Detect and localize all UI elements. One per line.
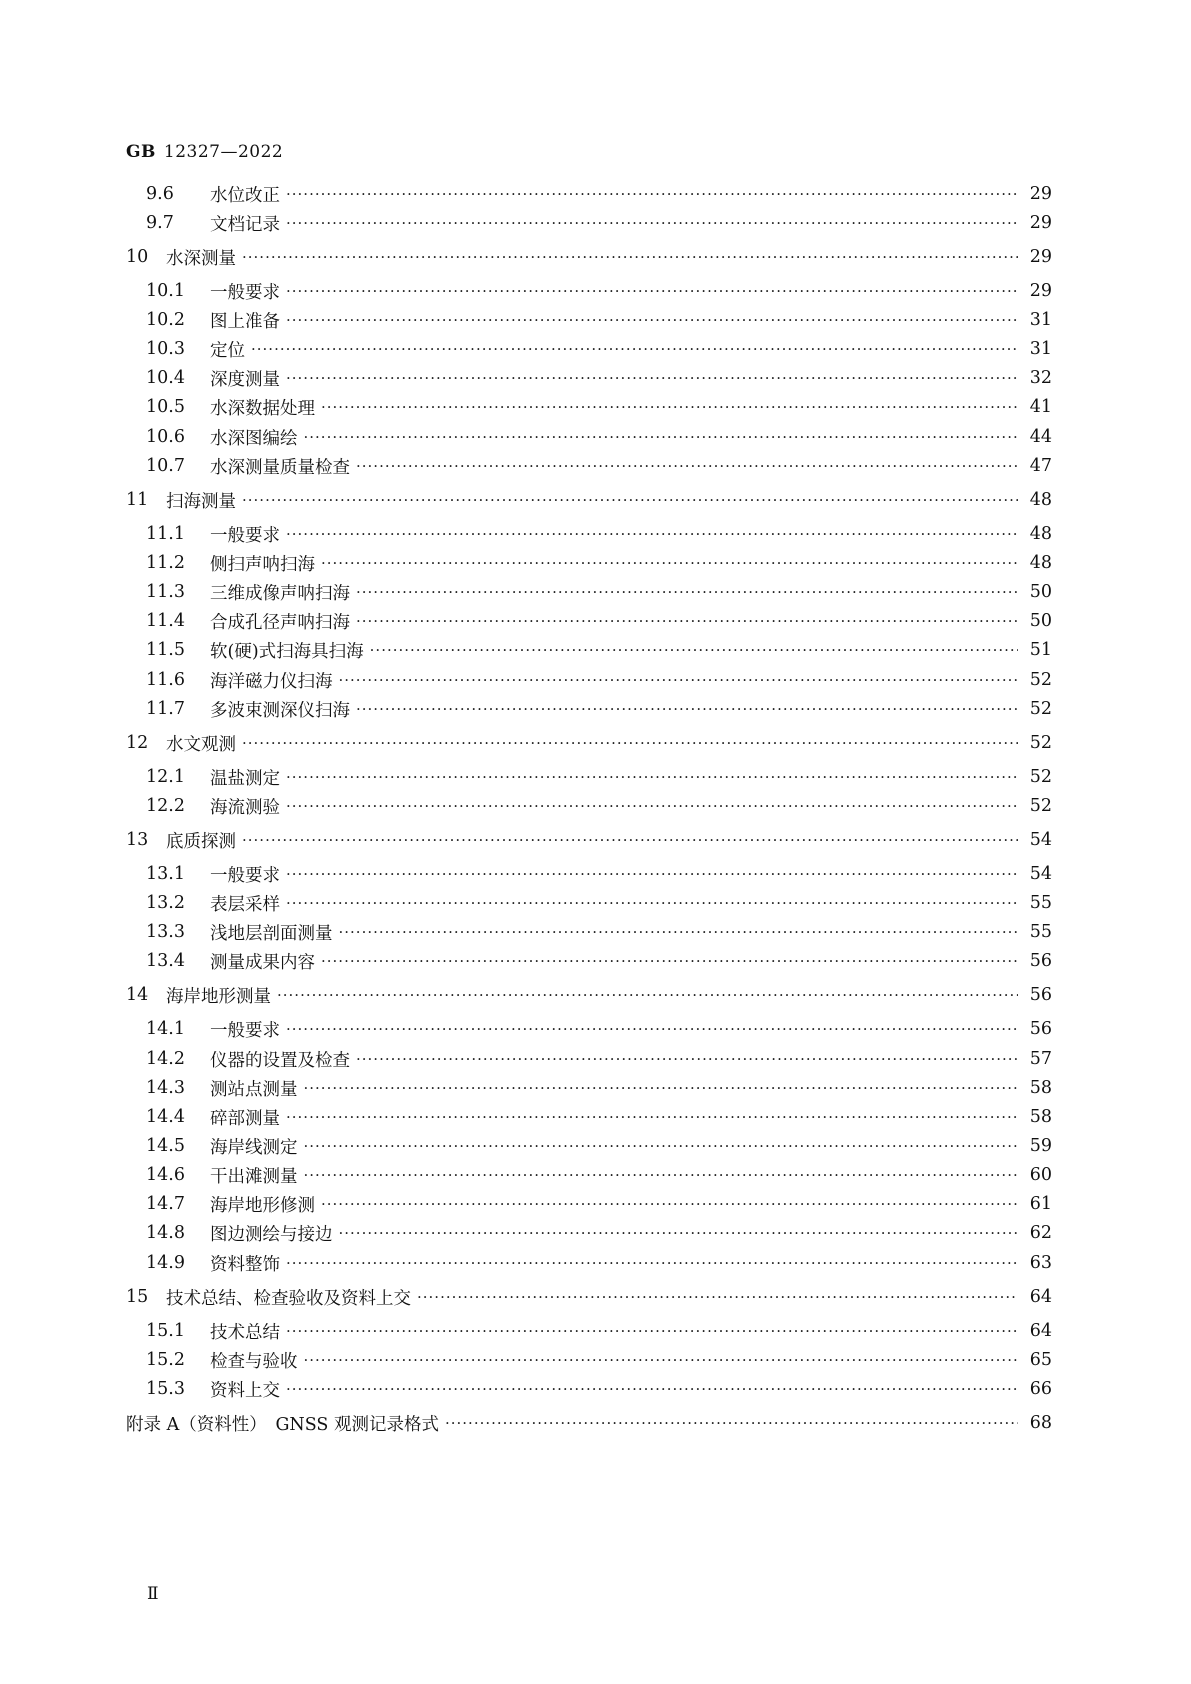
- toc-entry[interactable]: [126, 667, 1052, 693]
- toc-entry-title: 一般要求: [210, 282, 280, 303]
- toc-entry-number: 13.4: [146, 951, 185, 971]
- toc-entry[interactable]: [126, 550, 1052, 576]
- page-number: Ⅱ: [147, 1584, 159, 1604]
- toc-entry-title: 水位改正: [210, 185, 280, 206]
- toc-leader-dots: [286, 865, 1018, 883]
- toc-entry-number: 10.5: [146, 397, 185, 417]
- toc-entry-number: 14.9: [146, 1253, 185, 1273]
- toc-entry-number: 11.6: [146, 670, 185, 690]
- toc-entry-page: 66: [1029, 1379, 1052, 1399]
- toc-entry-title: 表层采样: [210, 894, 280, 915]
- toc-leader-dots: [304, 1137, 1019, 1155]
- toc-entry-title: 技术总结: [210, 1322, 280, 1343]
- toc-entry[interactable]: [126, 890, 1052, 916]
- toc-entry-number: 15.2: [146, 1350, 185, 1370]
- toc-entry-page: 63: [1029, 1253, 1052, 1273]
- toc-entry-page: 29: [1029, 281, 1052, 301]
- toc-leader-dots: [304, 1166, 1019, 1184]
- toc-entry-page: 62: [1029, 1223, 1052, 1243]
- toc-entry-number: 14: [126, 985, 149, 1005]
- toc-entry[interactable]: [126, 1191, 1052, 1217]
- toc-entry[interactable]: [126, 1075, 1052, 1101]
- toc-entry-title: 水文观测: [166, 734, 236, 755]
- toc-leader-dots: [417, 1288, 1018, 1306]
- toc-entry-title: 一般要求: [210, 865, 280, 886]
- toc-entry-title: 底质探测: [166, 831, 236, 852]
- toc-entry-title: 侧扫声呐扫海: [210, 554, 315, 575]
- toc-entry-title: 海岸地形测量: [166, 986, 271, 1007]
- toc-leader-dots: [286, 894, 1018, 912]
- toc-entry[interactable]: [126, 696, 1052, 722]
- toc-entry[interactable]: [126, 244, 1052, 270]
- toc-entry[interactable]: [126, 1410, 1052, 1436]
- toc-entry[interactable]: [126, 307, 1052, 333]
- toc-entry-page: 55: [1029, 922, 1052, 942]
- toc-entry-page: 59: [1029, 1136, 1052, 1156]
- toc-entry-title: 技术总结、检查验收及资料上交: [166, 1288, 411, 1309]
- toc-entry-title: 仪器的设置及检查: [210, 1050, 350, 1071]
- toc-entry-number: 11.1: [146, 524, 185, 544]
- toc-leader-dots: [242, 831, 1018, 849]
- toc-entry-number: 14.8: [146, 1223, 185, 1243]
- toc-leader-dots: [242, 248, 1018, 266]
- toc-entry-number: 11.7: [146, 699, 185, 719]
- toc-entry-title: 合成孔径声呐扫海: [210, 612, 350, 633]
- toc-entry-number: 14.6: [146, 1165, 185, 1185]
- toc-entry[interactable]: [126, 453, 1052, 479]
- toc-entry-title: 多波束测深仪扫海: [210, 700, 350, 721]
- toc-leader-dots: [286, 1020, 1018, 1038]
- toc-leader-dots: [251, 340, 1018, 358]
- toc-entry[interactable]: [126, 181, 1052, 207]
- toc-entry-page: 31: [1029, 310, 1052, 330]
- toc-entry[interactable]: [126, 487, 1052, 513]
- toc-entry[interactable]: [126, 521, 1052, 547]
- toc-entry[interactable]: [126, 919, 1052, 945]
- toc-entry-page: 56: [1029, 1019, 1052, 1039]
- toc-entry[interactable]: [126, 764, 1052, 790]
- toc-entry-page: 68: [1029, 1413, 1052, 1433]
- toc-entry-title: 海岸地形修测: [210, 1195, 315, 1216]
- toc-entry[interactable]: [126, 1347, 1052, 1373]
- toc-entry-page: 61: [1029, 1194, 1052, 1214]
- toc-entry-page: 48: [1029, 490, 1052, 510]
- toc-leader-dots: [321, 398, 1018, 416]
- toc-entry-page: 56: [1029, 951, 1052, 971]
- toc-entry-title: 水深数据处理: [210, 398, 315, 419]
- toc-entry-page: 54: [1029, 864, 1052, 884]
- toc-leader-dots: [286, 1322, 1018, 1340]
- toc-entry[interactable]: [126, 1162, 1052, 1188]
- toc-entry-number: 13.2: [146, 893, 185, 913]
- standard-code: GB: [126, 142, 156, 162]
- toc-entry-title: 海洋磁力仪扫海: [210, 671, 333, 692]
- toc-entry[interactable]: [126, 336, 1052, 362]
- toc-entry-page: 57: [1029, 1049, 1052, 1069]
- toc-entry[interactable]: [126, 827, 1052, 853]
- toc-entry-page: 32: [1029, 368, 1052, 388]
- toc-entry[interactable]: [126, 1250, 1052, 1276]
- toc-leader-dots: [370, 641, 1018, 659]
- toc-entry-number: 14.3: [146, 1078, 185, 1098]
- toc-entry[interactable]: [126, 1016, 1052, 1042]
- toc-entry-number: 11.2: [146, 553, 185, 573]
- toc-entry[interactable]: [126, 1220, 1052, 1246]
- toc-leader-dots: [321, 952, 1018, 970]
- toc-entry-title: 浅地层剖面测量: [210, 923, 333, 944]
- toc-entry-page: 29: [1029, 184, 1052, 204]
- toc-entry-number: 14.1: [146, 1019, 185, 1039]
- toc-entry[interactable]: [126, 637, 1052, 663]
- toc-entry-number: 15.3: [146, 1379, 185, 1399]
- toc-leader-dots: [356, 583, 1018, 601]
- toc-entry-page: 54: [1029, 830, 1052, 850]
- toc-entry-page: 31: [1029, 339, 1052, 359]
- toc-leader-dots: [339, 671, 1019, 689]
- toc-entry-title: 海岸线测定: [210, 1137, 298, 1158]
- toc-entry[interactable]: [126, 1046, 1052, 1072]
- toc-entry[interactable]: [126, 730, 1052, 756]
- toc-entry-page: 50: [1029, 611, 1052, 631]
- toc-entry[interactable]: [126, 424, 1052, 450]
- toc-entry[interactable]: [126, 365, 1052, 391]
- toc-entry[interactable]: [126, 1104, 1052, 1130]
- toc-entry-number: 12.1: [146, 767, 185, 787]
- toc-leader-dots: [445, 1414, 1018, 1432]
- toc-entry-page: 41: [1029, 397, 1052, 417]
- toc-entry-number: 14.2: [146, 1049, 185, 1069]
- toc-entry-title: 图上准备: [210, 311, 280, 332]
- toc-entry[interactable]: [126, 608, 1052, 634]
- toc-leader-dots: [304, 428, 1019, 446]
- toc-leader-dots: [356, 1050, 1018, 1068]
- toc-entry-number: 13.3: [146, 922, 185, 942]
- toc-entry-number: 9.6: [146, 184, 174, 204]
- toc-leader-dots: [304, 1079, 1019, 1097]
- toc-entry-title: 定位: [210, 340, 245, 361]
- toc-entry-number: 14.4: [146, 1107, 185, 1127]
- toc-entry-number: 15: [126, 1287, 149, 1307]
- toc-leader-dots: [321, 1195, 1018, 1213]
- toc-leader-dots: [286, 1108, 1018, 1126]
- toc-entry-page: 29: [1029, 247, 1052, 267]
- toc-entry-title: 附录 A（资料性） GNSS 观测记录格式: [126, 1414, 439, 1435]
- toc-leader-dots: [286, 311, 1018, 329]
- toc-entry-number: 15.1: [146, 1321, 185, 1341]
- toc-leader-dots: [356, 700, 1018, 718]
- toc-entry-title: 一般要求: [210, 525, 280, 546]
- toc-entry[interactable]: [126, 793, 1052, 819]
- toc-entry-title: 温盐测定: [210, 768, 280, 789]
- toc-entry-page: 50: [1029, 582, 1052, 602]
- toc-entry-number: 10.1: [146, 281, 185, 301]
- toc-leader-dots: [286, 1380, 1018, 1398]
- toc-entry-number: 11: [126, 490, 149, 510]
- toc-entry[interactable]: [126, 948, 1052, 974]
- toc-entry-page: 55: [1029, 893, 1052, 913]
- toc-entry-number: 13.1: [146, 864, 185, 884]
- toc-entry-number: 9.7: [146, 213, 174, 233]
- toc-entry-number: 10.6: [146, 427, 185, 447]
- toc-entry[interactable]: [126, 1376, 1052, 1402]
- toc-entry-title: 软(硬)式扫海具扫海: [210, 641, 364, 662]
- toc-entry-number: 10.3: [146, 339, 185, 359]
- toc-entry-page: 52: [1029, 670, 1052, 690]
- toc-entry-title: 海流测验: [210, 797, 280, 818]
- toc-leader-dots: [304, 1351, 1019, 1369]
- toc-entry-page: 52: [1029, 796, 1052, 816]
- toc-entry-title: 水深测量质量检查: [210, 457, 350, 478]
- toc-entry-page: 52: [1029, 767, 1052, 787]
- toc-entry-title: 一般要求: [210, 1020, 280, 1041]
- toc-entry[interactable]: [126, 1318, 1052, 1344]
- toc-entry[interactable]: [126, 861, 1052, 887]
- toc-entry-number: 11.4: [146, 611, 185, 631]
- toc-entry-title: 碎部测量: [210, 1108, 280, 1129]
- toc-entry-number: 14.5: [146, 1136, 185, 1156]
- toc-entry-title: 检查与验收: [210, 1351, 298, 1372]
- toc-leader-dots: [286, 185, 1018, 203]
- toc-entry-title: 资料上交: [210, 1380, 280, 1401]
- toc-leader-dots: [356, 457, 1018, 475]
- toc-entry[interactable]: [126, 278, 1052, 304]
- toc-leader-dots: [242, 491, 1018, 509]
- toc-leader-dots: [286, 369, 1018, 387]
- toc-leader-dots: [286, 525, 1018, 543]
- toc-entry-title: 干出滩测量: [210, 1166, 298, 1187]
- toc-entry[interactable]: [126, 1133, 1052, 1159]
- table-of-contents: [126, 0, 1052, 1684]
- toc-entry-title: 水深图编绘: [210, 428, 298, 449]
- toc-leader-dots: [321, 554, 1018, 572]
- toc-entry-title: 深度测量: [210, 369, 280, 390]
- toc-leader-dots: [286, 797, 1018, 815]
- toc-entry-page: 48: [1029, 524, 1052, 544]
- toc-entry-page: 48: [1029, 553, 1052, 573]
- toc-entry-page: 52: [1029, 699, 1052, 719]
- toc-leader-dots: [286, 1254, 1018, 1272]
- toc-entry-page: 64: [1029, 1287, 1052, 1307]
- toc-entry-page: 60: [1029, 1165, 1052, 1185]
- toc-entry-title: 文档记录: [210, 214, 280, 235]
- standard-number: 12327—2022: [163, 142, 284, 162]
- toc-entry[interactable]: [126, 1284, 1052, 1310]
- toc-leader-dots: [277, 986, 1018, 1004]
- toc-entry-number: 11.3: [146, 582, 185, 602]
- toc-entry-title: 图边测绘与接边: [210, 1224, 333, 1245]
- toc-entry-number: 14.7: [146, 1194, 185, 1214]
- toc-leader-dots: [339, 923, 1019, 941]
- toc-leader-dots: [339, 1224, 1019, 1242]
- toc-entry-number: 10.4: [146, 368, 185, 388]
- toc-entry-number: 10.2: [146, 310, 185, 330]
- toc-entry-number: 10.7: [146, 456, 185, 476]
- toc-entry-page: 58: [1029, 1078, 1052, 1098]
- toc-entry[interactable]: [126, 982, 1052, 1008]
- toc-entry-page: 56: [1029, 985, 1052, 1005]
- toc-entry-page: 29: [1029, 213, 1052, 233]
- toc-entry-title: 测量成果内容: [210, 952, 315, 973]
- toc-entry-title: 水深测量: [166, 248, 236, 269]
- toc-entry[interactable]: [126, 579, 1052, 605]
- toc-leader-dots: [356, 612, 1018, 630]
- toc-entry-page: 51: [1029, 640, 1052, 660]
- toc-entry[interactable]: [126, 210, 1052, 236]
- toc-entry-title: 资料整饰: [210, 1254, 280, 1275]
- toc-entry-number: 11.5: [146, 640, 185, 660]
- toc-entry-page: 65: [1029, 1350, 1052, 1370]
- toc-entry-number: 13: [126, 830, 149, 850]
- toc-entry-title: 扫海测量: [166, 491, 236, 512]
- toc-entry-number: 12: [126, 733, 149, 753]
- toc-entry-page: 64: [1029, 1321, 1052, 1341]
- toc-entry-page: 58: [1029, 1107, 1052, 1127]
- toc-leader-dots: [286, 214, 1018, 232]
- toc-leader-dots: [286, 282, 1018, 300]
- toc-entry-title: 测站点测量: [210, 1079, 298, 1100]
- toc-entry-page: 47: [1029, 456, 1052, 476]
- toc-entry-page: 52: [1029, 733, 1052, 753]
- toc-entry[interactable]: [126, 394, 1052, 420]
- toc-leader-dots: [286, 768, 1018, 786]
- toc-entry-number: 10: [126, 247, 149, 267]
- toc-leader-dots: [242, 734, 1018, 752]
- toc-entry-title: 三维成像声呐扫海: [210, 583, 350, 604]
- toc-entry-page: 44: [1029, 427, 1052, 447]
- toc-entry-number: 12.2: [146, 796, 185, 816]
